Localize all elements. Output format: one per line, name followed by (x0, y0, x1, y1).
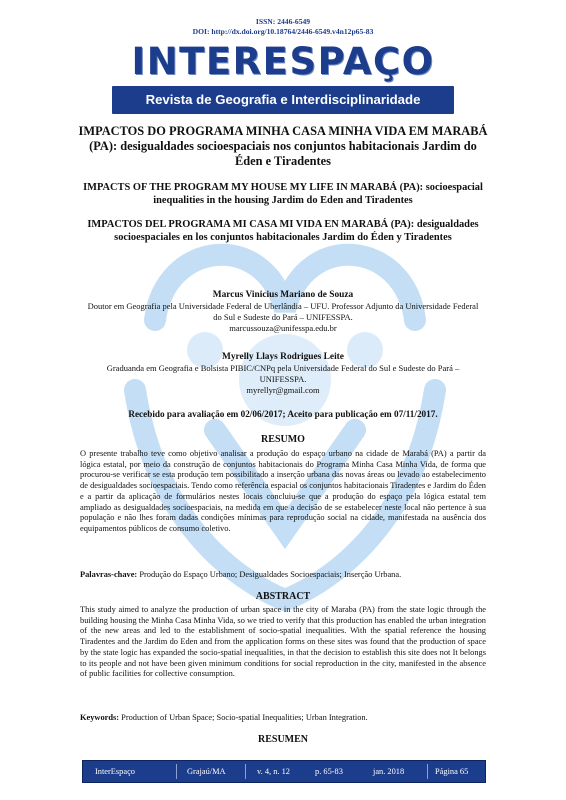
footer-place: Grajaú/MA (187, 767, 226, 776)
footer-date: jan. 2018 (373, 767, 405, 776)
header-meta (0, 17, 566, 37)
footer-divider (245, 764, 246, 779)
author-name: Marcus Vinicius Mariano de Souza (212, 290, 354, 300)
keywords-list: Produção do Espaço Urbano; Desigualdades Socioespaciais; Inserção Urbana. (139, 570, 402, 579)
footer-pages: p. 65-83 (315, 767, 343, 776)
article-titles (76, 124, 490, 244)
doi-link[interactable]: DOI: http://dx.doi.org/10.18764/2446-6549.v4n12p65-83 (192, 27, 374, 36)
keywords-label: Palavras-chave: (80, 570, 138, 579)
author-email[interactable]: marcussouza@unifesspa.edu.br (229, 323, 337, 333)
page-footer (82, 760, 486, 783)
resumen-heading: RESUMEN (257, 734, 308, 745)
abstract-text: This study aimed to analyze the production of urban space in the city of Maraba (PA) from the state logic through the building housing the Minha Casa Minha Vida, so we tried to verify that this production has enabled the urban integration of the new areas and led to the establishment of socio-spatial inequalities. With the spatial reference the housing Tiradentes and the Jardim do Eden and from the application forms on these sites was found that the production of space by the state logic has expanded the socio-spatial inequalities, in that the decision to establish this site does not It belongs to its people and not have been given minimum conditions for social reproduction in the city, manifested in the absence of public facilities for collective consumption. (80, 605, 486, 679)
keywords-list: Production of Urban Space; Socio-spatial Inequalities; Urban Integration. (121, 713, 368, 722)
footer-volume: v. 4, n. 12 (257, 767, 290, 776)
author-name: Myrelly Llays Rodrigues Leite (222, 352, 344, 362)
abstract-keywords (80, 712, 486, 723)
author-2 (86, 351, 480, 396)
issn: ISSN: 2446-6549 (255, 17, 311, 26)
journal-logo: INTERESPAÇO (131, 40, 435, 83)
title-spanish: IMPACTOS DEL PROGRAMA MI CASA MI VIDA EN MARABÁ (PA): desigualdades socioespaciales en los conjuntos habitacionales Jardim do Éden y Tiradentes (87, 219, 479, 243)
resumo-heading: RESUMO (261, 434, 305, 445)
author-affiliation: Graduanda em Geografia e Bolsista PIBIC/CNPq pela Universidade Federal do Sul e Sudeste do Pará – UNIFESSPA. (106, 363, 460, 384)
footer-journal: InterEspaço (95, 767, 135, 776)
journal-subtitle-banner: Revista de Geografia e Interdisciplinaridade (112, 86, 454, 114)
keywords-label: Keywords: (80, 713, 120, 722)
resumo-keywords (80, 569, 486, 580)
authors-block (86, 289, 480, 396)
footer-divider (176, 764, 177, 779)
resumo-text: O presente trabalho teve como objetivo analisar a produção do espaço urbano na cidade de Marabá (PA) a partir da lógica estatal, por meio da construção de conjuntos habitacionais do Programa Minha Casa Minha Vida, de forma que procurou-se verificar se esta produção tem possibilitado a inserção urbana das novas áreas ou levado ao estabelecimento de desigualdades socioespaciais. Tendo como referência espacial os conjuntos habitacionais Tiradentes e Jardim do Éden e a partir da aplicação de formulários nestes locais concluiu-se que a produção do espaço pela lógica estatal tem ampliado as desigualdades socioespaciais, na medida em que a decisão de se estabelecer neste local não pertence à sua população e não lhes foram dadas condições mínimas para reprodução social na cidade, manifestada na ausência dos equipamentos públicos de consumo coletivo. (80, 449, 486, 533)
author-1 (86, 289, 480, 334)
abstract-heading: ABSTRACT (255, 591, 311, 602)
submission-dates: Recebido para avaliação em 02/06/2017; Aceito para publicação em 07/11/2017. (128, 409, 438, 419)
footer-page-number: Página 65 (435, 767, 469, 776)
author-email[interactable]: myrellyr@gmail.com (246, 385, 320, 395)
title-english: IMPACTS OF THE PROGRAM MY HOUSE MY LIFE IN MARABÁ (PA): socioespacial inequalities in the housing Jardim do Eden and Tiradentes (83, 182, 483, 206)
footer-divider (427, 764, 428, 779)
author-affiliation: Doutor em Geografia pela Universidade Federal de Uberlândia – UFU. Professor Adjunto da Universidade Federal do Sul e Sudeste do Pará – UNIFESSPA. (87, 301, 479, 322)
title-portuguese: IMPACTOS DO PROGRAMA MINHA CASA MINHA VIDA EM MARABÁ (PA): desigualdades socioespaciais nos conjuntos habitacionais Jardim do Éden e Tiradentes (78, 124, 488, 168)
